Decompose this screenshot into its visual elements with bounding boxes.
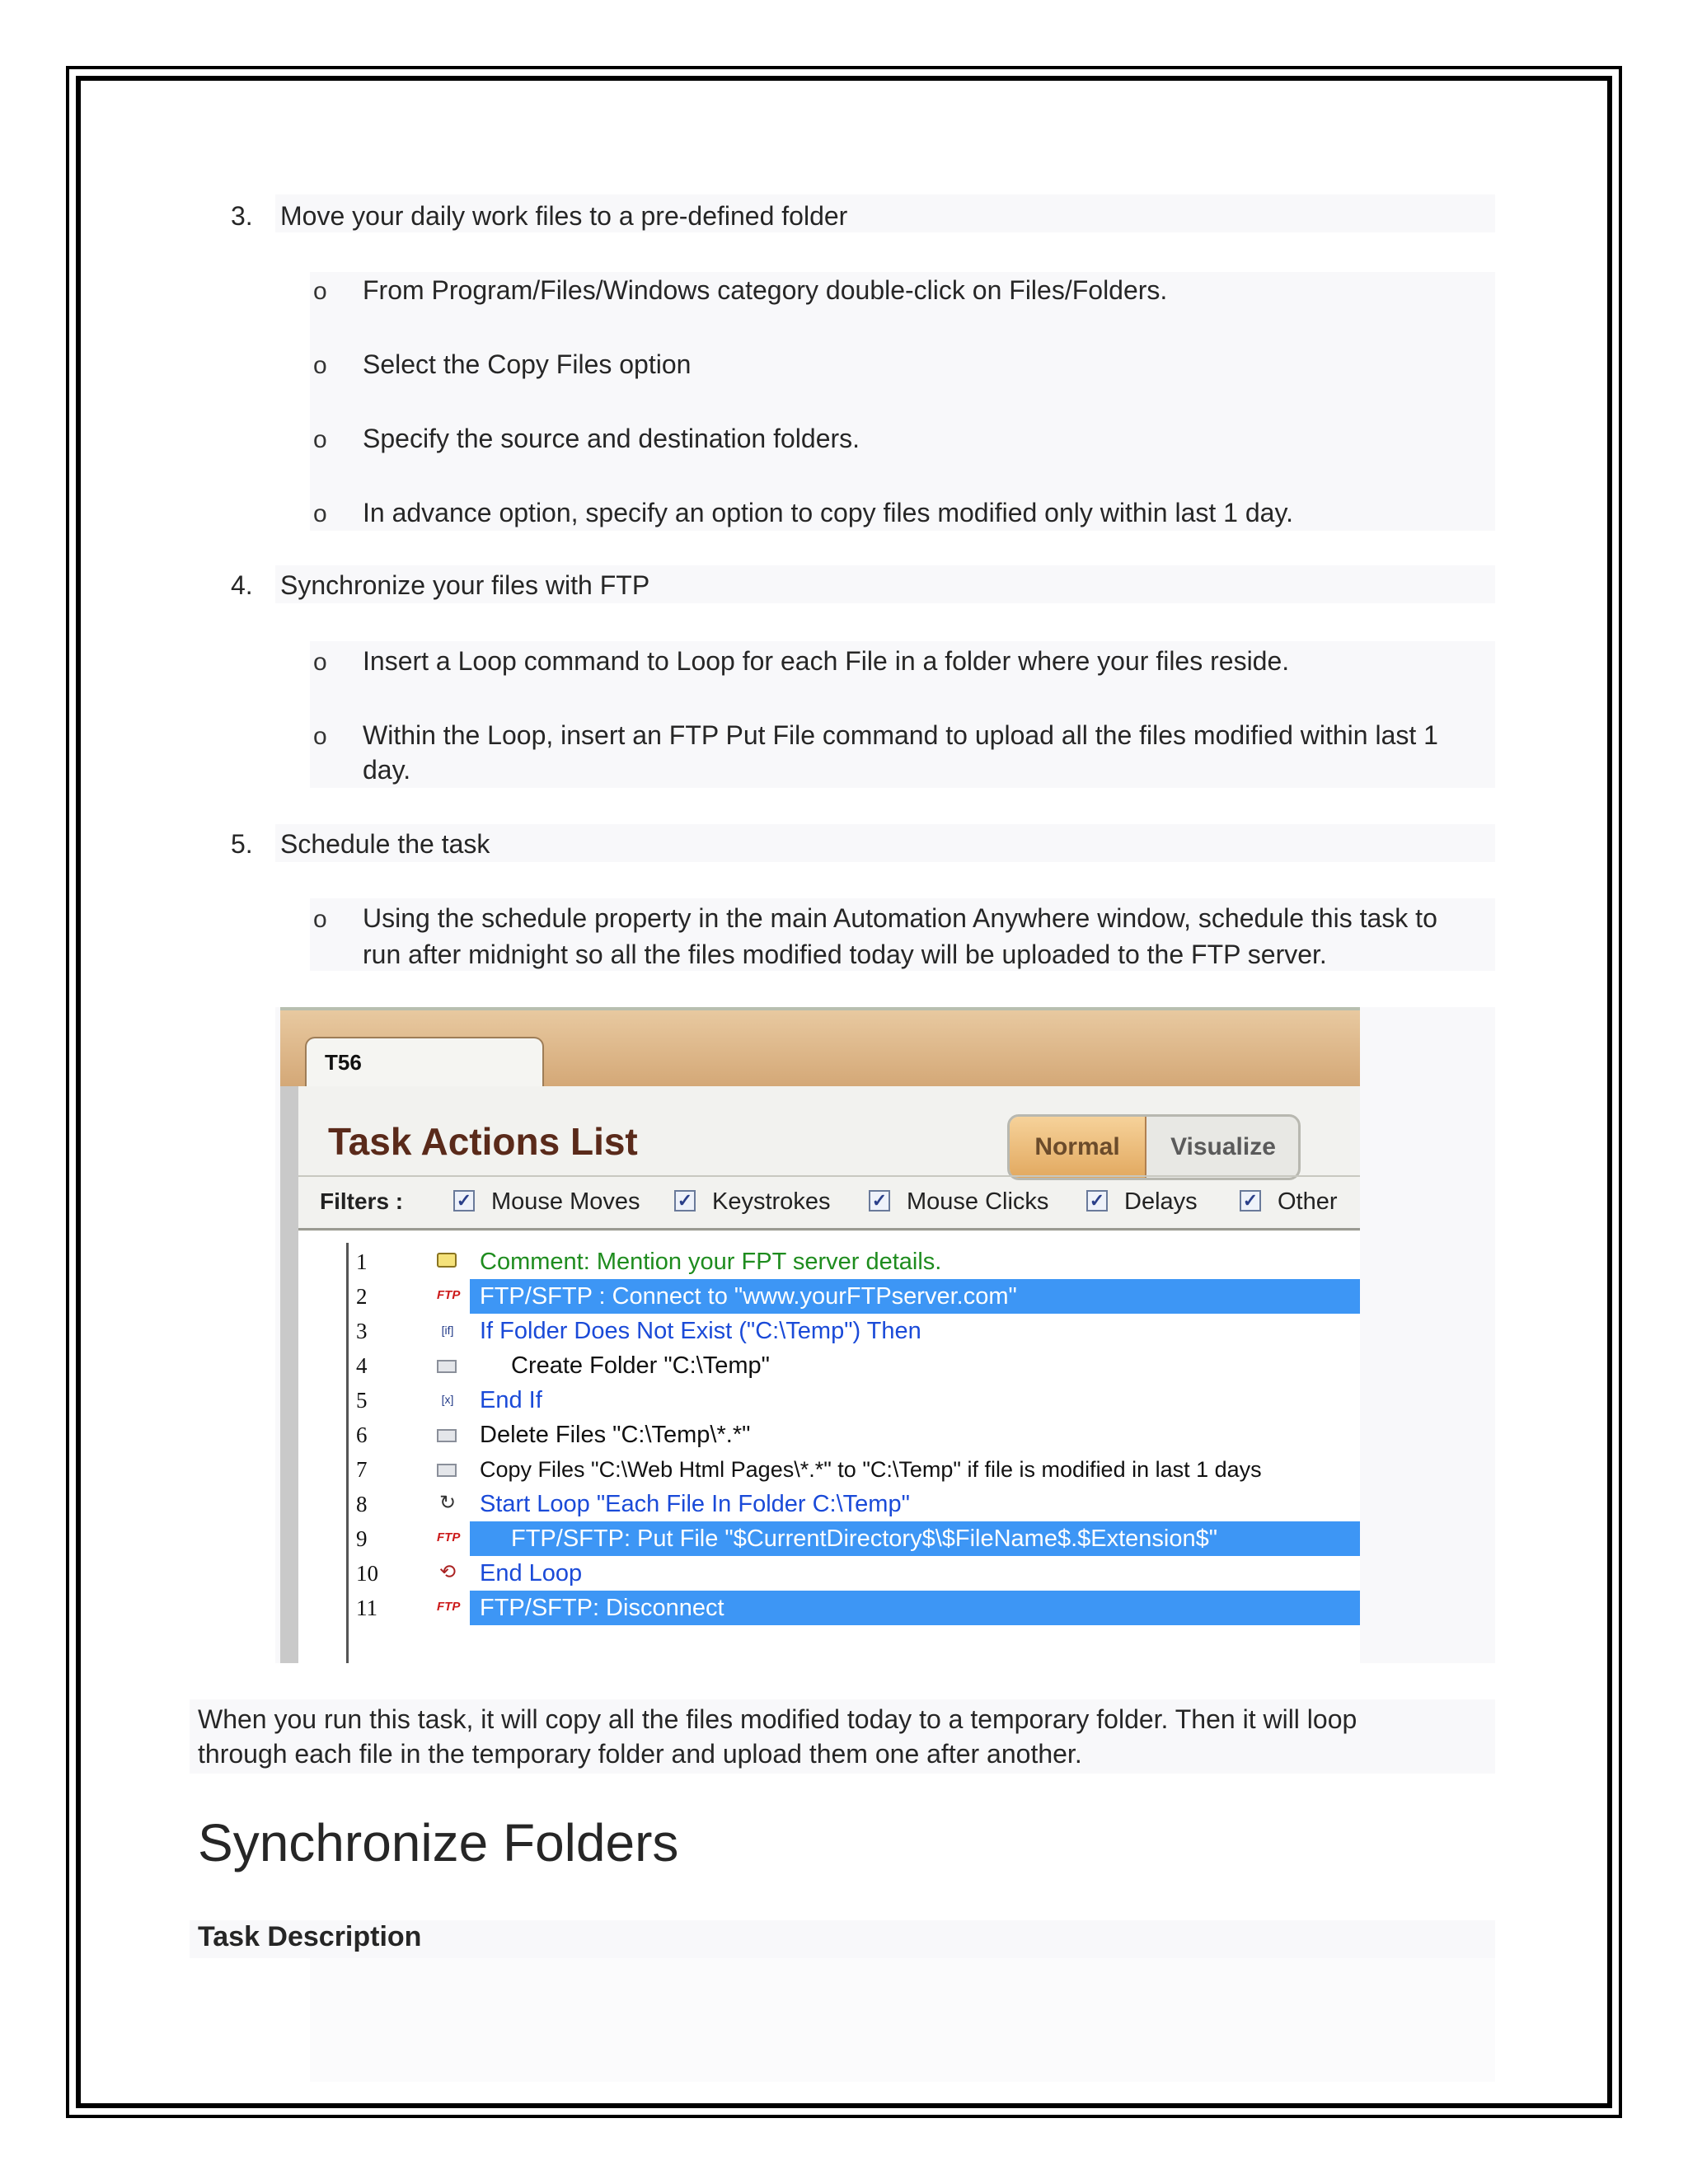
line-number: 7 (356, 1457, 368, 1482)
bullet-text: Specify the source and destination folders. (363, 424, 860, 453)
summary-line: through each file in the temporary folder and upload them one after another. (198, 1739, 1082, 1769)
action-row[interactable] (298, 1487, 1360, 1521)
filter-label: Keystrokes (712, 1188, 831, 1215)
bullet-text: In advance option, specify an option to copy files modified only within last 1 day. (363, 498, 1293, 527)
lower-shade (310, 1958, 1495, 2082)
folder-icon (437, 1464, 457, 1477)
end-if-icon: [x] (441, 1393, 454, 1406)
bullet-icon: o (313, 426, 327, 453)
checkbox-icon[interactable]: ✓ (869, 1190, 890, 1212)
line-number: 11 (356, 1596, 377, 1620)
line-number: 6 (356, 1422, 368, 1447)
line-number: 2 (356, 1284, 368, 1309)
folder-icon (437, 1429, 457, 1442)
line-number: 9 (356, 1526, 368, 1551)
line-number: 5 (356, 1388, 368, 1413)
step-number: 5. (231, 829, 253, 859)
task-actions-screenshot (280, 1007, 1360, 1663)
action-row[interactable] (298, 1418, 1360, 1452)
tab-t56[interactable] (305, 1037, 544, 1090)
action-text: FTP/SFTP : Connect to "www.yourFTPserver.com" (480, 1283, 1017, 1310)
action-row-selected[interactable] (298, 1279, 1360, 1314)
filters-divider (298, 1228, 1360, 1230)
bullet-text: From Program/Files/Windows category double-click on Files/Folders. (363, 275, 1168, 305)
window-left-edge (280, 1086, 298, 1663)
action-row[interactable] (298, 1348, 1360, 1383)
checkbox-icon[interactable]: ✓ (1240, 1190, 1261, 1212)
section-heading: Synchronize Folders (198, 1813, 679, 1872)
action-text: FTP/SFTP: Put File "$CurrentDirectory$\$FileName$.$Extension$" (511, 1526, 1218, 1552)
line-number: 8 (356, 1492, 368, 1516)
visualize-view-button[interactable]: Visualize (1170, 1133, 1276, 1160)
view-toggle (1007, 1114, 1301, 1180)
action-text: Create Folder "C:\Temp" (511, 1352, 770, 1379)
bullet-text-continued: day. (363, 755, 411, 785)
loop-icon: ↻ (438, 1492, 457, 1514)
ftp-icon: FTP (437, 1288, 461, 1302)
bullet-icon: o (313, 723, 327, 750)
action-text: Copy Files "C:\Web Html Pages\*.*" to "C:\Temp" if file is modified in last 1 days (480, 1457, 1262, 1482)
action-text: End If (480, 1387, 542, 1413)
end-loop-icon: ⟲ (438, 1561, 457, 1583)
bullet-text: Insert a Loop command to Loop for each File in a folder where your files reside. (363, 646, 1290, 676)
checkbox-icon[interactable]: ✓ (453, 1190, 475, 1212)
step-text: Move your daily work files to a pre-defined folder (280, 201, 848, 231)
step-number: 3. (231, 201, 253, 231)
step-text: Schedule the task (280, 829, 490, 859)
comment-icon (437, 1253, 457, 1268)
filter-label: Delays (1124, 1188, 1198, 1215)
tab-label: T56 (325, 1050, 362, 1075)
action-row[interactable] (298, 1244, 1360, 1279)
action-text: Start Loop "Each File In Folder C:\Temp" (480, 1491, 910, 1517)
action-text: End Loop (480, 1560, 583, 1586)
line-number: 1 (356, 1249, 368, 1274)
tab-bar (280, 1007, 1360, 1086)
action-row[interactable] (298, 1452, 1360, 1487)
checkbox-icon[interactable]: ✓ (1086, 1190, 1108, 1212)
bullet-icon: o (313, 906, 327, 933)
task-description-heading: Task Description (198, 1921, 422, 1952)
filter-label: Mouse Clicks (907, 1188, 1049, 1215)
bullet-text-continued: run after midnight so all the files modified today will be uploaded to the FTP server. (363, 940, 1327, 969)
bullet-text: Within the Loop, insert an FTP Put File command to upload all the files modified within last 1 (363, 720, 1438, 750)
summary-line: When you run this task, it will copy all the files modified today to a temporary folder. Then it will loop (198, 1704, 1357, 1734)
filters-label: Filters : (320, 1188, 404, 1214)
bullet-text: Select the Copy Files option (363, 349, 692, 379)
action-text: Delete Files "C:\Temp\*.*" (480, 1422, 751, 1448)
bullet-icon: o (313, 500, 327, 527)
step-3-bullets-shade (310, 272, 1495, 531)
step-text: Synchronize your files with FTP (280, 570, 650, 600)
action-text: If Folder Does Not Exist ("C:\Temp") Then (480, 1318, 921, 1344)
page-title: Task Actions List (328, 1120, 638, 1163)
filter-label: Mouse Moves (491, 1188, 640, 1215)
action-row[interactable] (298, 1556, 1360, 1591)
if-icon: [if] (441, 1324, 454, 1337)
ftp-icon: FTP (437, 1530, 461, 1544)
line-number: 4 (356, 1353, 368, 1378)
ftp-icon: FTP (437, 1600, 461, 1614)
action-row[interactable] (298, 1383, 1360, 1418)
action-text: FTP/SFTP: Disconnect (480, 1595, 724, 1621)
bullet-icon: o (313, 352, 327, 379)
action-row-selected[interactable] (298, 1591, 1360, 1625)
line-number: 10 (356, 1561, 378, 1586)
action-text: Comment: Mention your FPT server details. (480, 1249, 942, 1275)
line-number: 3 (356, 1319, 368, 1343)
checkbox-icon[interactable]: ✓ (674, 1190, 696, 1212)
folder-icon (437, 1360, 457, 1373)
bullet-text: Using the schedule property in the main Automation Anywhere window, schedule this task to (363, 903, 1437, 933)
action-row-selected[interactable] (298, 1521, 1360, 1556)
action-row[interactable] (298, 1314, 1360, 1348)
bullet-icon: o (313, 649, 327, 676)
bullet-icon: o (313, 278, 327, 305)
step-number: 4. (231, 570, 253, 600)
header-divider (298, 1175, 1360, 1177)
normal-view-button[interactable]: Normal (1010, 1117, 1146, 1178)
filter-label: Other (1278, 1188, 1338, 1215)
